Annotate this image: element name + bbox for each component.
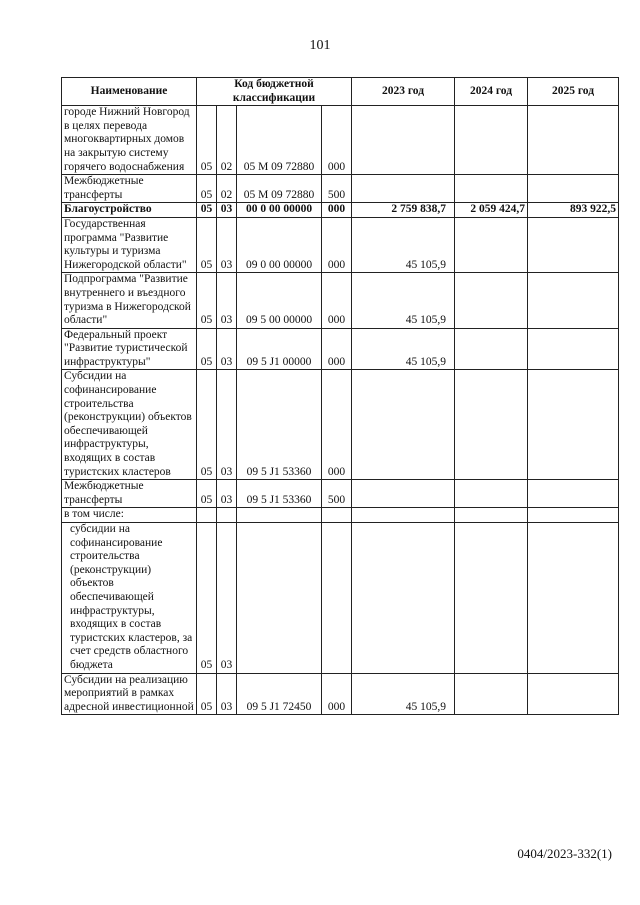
table-row bbox=[62, 273, 619, 328]
row-subsection: 03 bbox=[217, 480, 237, 508]
row-section: 05 bbox=[197, 106, 217, 175]
table-row bbox=[62, 328, 619, 370]
row-amount-2025: 893 922,5 bbox=[528, 203, 619, 218]
row-expense-type: 500 bbox=[322, 480, 352, 508]
row-amount-2024 bbox=[455, 673, 528, 715]
row-amount-2023 bbox=[352, 106, 455, 175]
document-code: 0404/2023-332(1) bbox=[517, 846, 612, 861]
row-amount-2023 bbox=[352, 480, 455, 508]
row-expense-type: 000 bbox=[322, 217, 352, 272]
row-amount-2024 bbox=[455, 523, 528, 674]
header-year-2025: 2025 год bbox=[528, 78, 619, 106]
row-section: 05 bbox=[197, 328, 217, 370]
row-amount-2023 bbox=[352, 508, 455, 523]
row-subsection: 03 bbox=[217, 370, 237, 480]
row-target-code: 09 5 J1 53360 bbox=[237, 370, 322, 480]
row-amount-2023: 45 105,9 bbox=[352, 217, 455, 272]
row-amount-2025 bbox=[528, 106, 619, 175]
table-row bbox=[62, 673, 619, 715]
table-row bbox=[62, 480, 619, 508]
row-name: Межбюджетные трансферты bbox=[62, 175, 197, 203]
row-target-code bbox=[237, 523, 322, 674]
row-expense-type: 000 bbox=[322, 673, 352, 715]
row-section: 05 bbox=[197, 480, 217, 508]
row-target-code: 09 5 00 00000 bbox=[237, 273, 322, 328]
row-amount-2024 bbox=[455, 328, 528, 370]
budget-table bbox=[61, 77, 619, 715]
row-target-code: 05 М 09 72880 bbox=[237, 106, 322, 175]
header-year-2023: 2023 год bbox=[352, 78, 455, 106]
header-name: Наименование bbox=[62, 78, 197, 106]
row-amount-2024 bbox=[455, 217, 528, 272]
row-amount-2023 bbox=[352, 370, 455, 480]
row-amount-2023 bbox=[352, 175, 455, 203]
row-target-code: 00 0 00 00000 bbox=[237, 203, 322, 218]
row-amount-2025 bbox=[528, 217, 619, 272]
row-amount-2024 bbox=[455, 273, 528, 328]
header-year-2024: 2024 год bbox=[455, 78, 528, 106]
table-row bbox=[62, 203, 619, 218]
row-name: в том числе: bbox=[62, 508, 197, 523]
row-amount-2025 bbox=[528, 328, 619, 370]
row-name: Федеральный проект "Развитие туристической инфраструктуры" bbox=[62, 328, 197, 370]
row-amount-2024 bbox=[455, 175, 528, 203]
table-row bbox=[62, 175, 619, 203]
table-row bbox=[62, 370, 619, 480]
row-amount-2024 bbox=[455, 480, 528, 508]
row-section: 05 bbox=[197, 523, 217, 674]
row-section: 05 bbox=[197, 673, 217, 715]
row-amount-2025 bbox=[528, 480, 619, 508]
row-target-code: 09 5 J1 53360 bbox=[237, 480, 322, 508]
row-name: городе Нижний Новгород в целях перевода многоквартирных домов на закрытую систему горячего водоснабжения bbox=[62, 106, 197, 175]
table-row bbox=[62, 508, 619, 523]
row-amount-2025 bbox=[528, 273, 619, 328]
row-section: 05 bbox=[197, 203, 217, 218]
table-row bbox=[62, 217, 619, 272]
row-section: 05 bbox=[197, 370, 217, 480]
row-subsection: 03 bbox=[217, 328, 237, 370]
row-subsection: 02 bbox=[217, 175, 237, 203]
row-amount-2025 bbox=[528, 508, 619, 523]
row-amount-2024: 2 059 424,7 bbox=[455, 203, 528, 218]
row-name: Благоустройство bbox=[62, 203, 197, 218]
row-amount-2024 bbox=[455, 508, 528, 523]
row-expense-type: 000 bbox=[322, 273, 352, 328]
row-amount-2025 bbox=[528, 175, 619, 203]
row-amount-2023: 2 759 838,7 bbox=[352, 203, 455, 218]
row-subsection: 03 bbox=[217, 203, 237, 218]
row-name: Государственная программа "Развитие культуры и туризма Нижегородской области" bbox=[62, 217, 197, 272]
row-expense-type bbox=[322, 523, 352, 674]
row-amount-2025 bbox=[528, 370, 619, 480]
row-section: 05 bbox=[197, 175, 217, 203]
row-subsection: 03 bbox=[217, 523, 237, 674]
row-expense-type: 000 bbox=[322, 106, 352, 175]
row-name: Межбюджетные трансферты bbox=[62, 480, 197, 508]
row-expense-type: 000 bbox=[322, 328, 352, 370]
row-amount-2025 bbox=[528, 523, 619, 674]
table-header-row bbox=[62, 78, 619, 106]
row-subsection: 03 bbox=[217, 273, 237, 328]
row-expense-type: 000 bbox=[322, 370, 352, 480]
row-expense-type: 000 bbox=[322, 203, 352, 218]
row-section bbox=[197, 508, 217, 523]
page-number: 101 bbox=[309, 38, 331, 53]
row-amount-2024 bbox=[455, 106, 528, 175]
row-amount-2023: 45 105,9 bbox=[352, 328, 455, 370]
row-section: 05 bbox=[197, 273, 217, 328]
row-amount-2024 bbox=[455, 370, 528, 480]
row-amount-2023: 45 105,9 bbox=[352, 273, 455, 328]
row-target-code bbox=[237, 508, 322, 523]
row-name: Субсидии на софинансирование строительства (реконструкции) объектов обеспечивающей инфраструктуры, входящих в состав туристских кластеров bbox=[62, 370, 197, 480]
row-name: Подпрограмма "Развитие внутреннего и въездного туризма в Нижегородской области" bbox=[62, 273, 197, 328]
row-amount-2023: 45 105,9 bbox=[352, 673, 455, 715]
row-subsection bbox=[217, 508, 237, 523]
row-amount-2023 bbox=[352, 523, 455, 674]
row-name: Субсидии на реализацию мероприятий в рамках адресной инвестиционной bbox=[62, 673, 197, 715]
row-name: субсидии на софинансирование строительства (реконструкции) объектов обеспечивающей инфраструктуры, входящих в состав туристских кластеров, за счет средств областного бюджета bbox=[62, 523, 197, 674]
row-target-code: 09 0 00 00000 bbox=[237, 217, 322, 272]
row-expense-type: 500 bbox=[322, 175, 352, 203]
row-subsection: 02 bbox=[217, 106, 237, 175]
row-amount-2025 bbox=[528, 673, 619, 715]
row-expense-type bbox=[322, 508, 352, 523]
table-row bbox=[62, 106, 619, 175]
table-row bbox=[62, 523, 619, 674]
row-section: 05 bbox=[197, 217, 217, 272]
row-subsection: 03 bbox=[217, 673, 237, 715]
header-code: Код бюджетной классификации bbox=[197, 78, 352, 106]
row-subsection: 03 bbox=[217, 217, 237, 272]
row-target-code: 05 М 09 72880 bbox=[237, 175, 322, 203]
row-target-code: 09 5 J1 00000 bbox=[237, 328, 322, 370]
row-target-code: 09 5 J1 72450 bbox=[237, 673, 322, 715]
